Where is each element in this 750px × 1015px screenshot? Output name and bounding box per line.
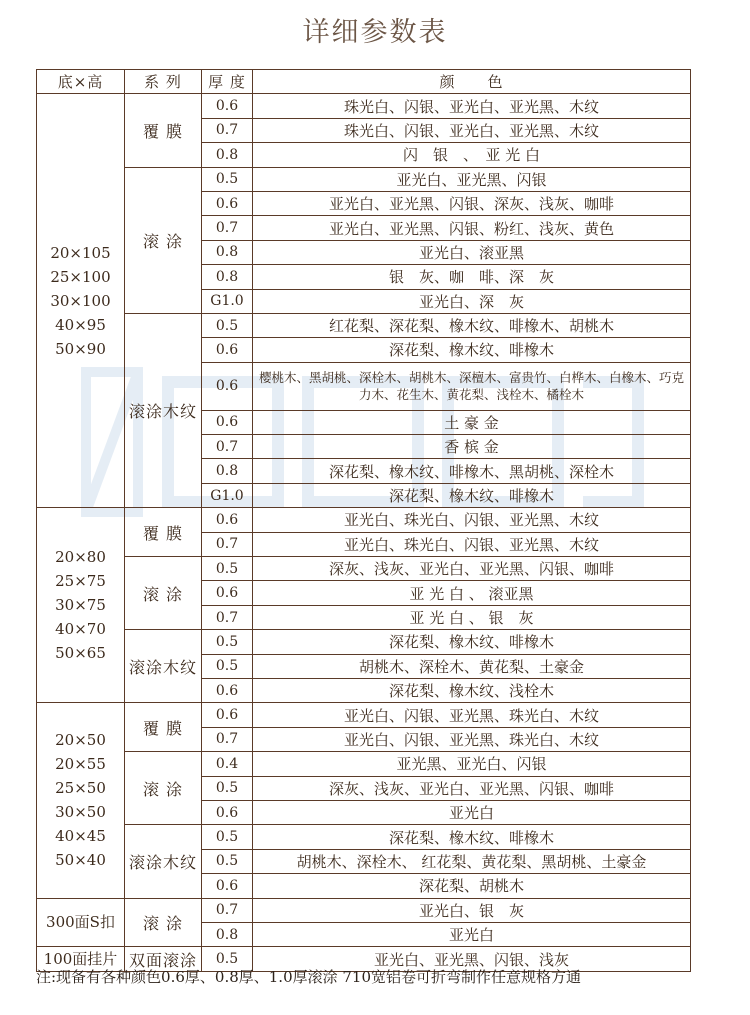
thickness-cell: 0.6: [202, 874, 253, 898]
color-cell: 深花梨、橡木纹、啡橡木、黑胡桃、深栓木: [253, 459, 691, 483]
color-cell: 银 灰、咖 啡、深 灰: [253, 265, 691, 289]
thickness-cell: 0.7: [202, 118, 253, 142]
size-cell: [37, 898, 125, 947]
color-cell: 亚光白、珠光白、闪银、亚光黑、木纹: [253, 532, 691, 556]
thickness-cell: 0.6: [202, 800, 253, 824]
size-value: 20×55: [55, 755, 106, 774]
header-size: 底×高: [37, 70, 125, 94]
thickness-cell: 0.5: [202, 654, 253, 678]
series-cell: 覆 膜: [125, 94, 202, 167]
size-value: 40×45: [55, 827, 106, 846]
color-cell: 深花梨、胡桃木: [253, 874, 691, 898]
size-value: 20×50: [55, 731, 106, 750]
thickness-cell: 0.6: [202, 94, 253, 118]
thickness-cell: 0.4: [202, 752, 253, 776]
color-cell: 亚光白、深 灰: [253, 289, 691, 313]
thickness-cell: 0.7: [202, 605, 253, 629]
color-cell: 深花梨、橡木纹、浅栓木: [253, 678, 691, 702]
color-cell: 樱桃木、黑胡桃、深栓木、胡桃木、深檀木、富贵竹、白桦木、白橡木、巧克力木、花生木、黄花梨、浅栓木、橘栓木: [253, 362, 691, 410]
color-cell: 亚光白、珠光白、闪银、亚光黑、木纹: [253, 508, 691, 532]
series-cell: 滚 涂: [125, 557, 202, 630]
table-row: [37, 752, 691, 776]
color-cell: 深花梨、橡木纹、啡橡木: [253, 825, 691, 849]
thickness-cell: 0.5: [202, 313, 253, 337]
size-value: 25×50: [55, 779, 106, 798]
thickness-cell: 0.7: [202, 727, 253, 751]
color-cell: 胡桃木、深栓木、 红花梨、黄花梨、黑胡桃、土豪金: [253, 849, 691, 873]
color-cell: 亚光白、亚光黑、闪银、粉红、浅灰、黄色: [253, 216, 691, 240]
size-value: 25×100: [50, 267, 111, 286]
color-cell: 亚光白、亚光黑、闪银、浅灰: [253, 947, 691, 972]
thickness-cell: 0.6: [202, 703, 253, 727]
thickness-cell: 0.6: [202, 581, 253, 605]
series-cell: 滚涂木纹: [125, 630, 202, 703]
series-cell: 双面滚涂: [125, 947, 202, 972]
size-value: 30×50: [55, 803, 106, 822]
table-row: [37, 898, 691, 922]
thickness-cell: 0.7: [202, 898, 253, 922]
thickness-cell: 0.5: [202, 849, 253, 873]
color-cell: 深灰、浅灰、亚光白、亚光黑、闪银、咖啡: [253, 557, 691, 581]
size-value: 50×90: [55, 339, 106, 358]
thickness-cell: 0.6: [202, 338, 253, 362]
thickness-cell: 0.6: [202, 678, 253, 702]
color-cell: 亚光白: [253, 922, 691, 946]
color-cell: 珠光白、闪银、亚光白、亚光黑、木纹: [253, 94, 691, 118]
table-row: [37, 508, 691, 532]
table-row: [37, 825, 691, 849]
size-value: 40×70: [55, 620, 106, 639]
table-row: [37, 630, 691, 654]
color-cell: 深花梨、橡木纹、啡橡木: [253, 338, 691, 362]
color-cell: 亚光白、闪银、亚光黑、珠光白、木纹: [253, 727, 691, 751]
color-cell: 红花梨、深花梨、橡木纹、啡橡木、胡桃木: [253, 313, 691, 337]
series-cell: 覆 膜: [125, 508, 202, 557]
header-color: 颜 色: [253, 70, 691, 94]
size-value: 50×40: [55, 851, 106, 870]
thickness-cell: G1.0: [202, 289, 253, 313]
thickness-cell: 0.6: [202, 362, 253, 410]
series-cell: 滚涂木纹: [125, 825, 202, 898]
table-row: [37, 94, 691, 118]
thickness-cell: 0.7: [202, 435, 253, 459]
series-cell: 滚 涂: [125, 167, 202, 313]
color-cell: 深花梨、橡木纹、啡橡木: [253, 630, 691, 654]
header-row: [37, 70, 691, 94]
color-cell: 胡桃木、深栓木、黄花梨、土豪金: [253, 654, 691, 678]
thickness-cell: 0.8: [202, 459, 253, 483]
color-cell: 香 槟 金: [253, 435, 691, 459]
color-cell: 亚光白、亚光黑、闪银、深灰、浅灰、咖啡: [253, 191, 691, 215]
series-cell: 滚涂木纹: [125, 313, 202, 507]
thickness-cell: 0.7: [202, 216, 253, 240]
color-cell: 亚光白、闪银、亚光黑、珠光白、木纹: [253, 703, 691, 727]
thickness-cell: 0.5: [202, 557, 253, 581]
color-cell: 亚光白: [253, 800, 691, 824]
color-cell: 亚光白、亚光黑、闪银: [253, 167, 691, 191]
size-value: 20×80: [55, 548, 106, 567]
series-cell: 覆 膜: [125, 703, 202, 752]
size-cell: [37, 508, 125, 703]
table-row: [37, 703, 691, 727]
table-row: [37, 167, 691, 191]
table-body: [37, 94, 691, 972]
page-title: 详细参数表: [302, 17, 448, 48]
thickness-cell: 0.5: [202, 947, 253, 972]
thickness-cell: 0.8: [202, 240, 253, 264]
thickness-cell: 0.6: [202, 410, 253, 434]
size-value: 40×95: [55, 315, 106, 334]
color-cell: 深花梨、橡木纹、啡橡木: [253, 483, 691, 507]
size-value: 300面S扣: [46, 913, 115, 932]
color-cell: 土 豪 金: [253, 410, 691, 434]
color-cell: 珠光白、闪银、亚光白、亚光黑、木纹: [253, 118, 691, 142]
thickness-cell: 0.6: [202, 191, 253, 215]
thickness-cell: 0.8: [202, 265, 253, 289]
color-cell: 亚光黑、亚光白、闪银: [253, 752, 691, 776]
thickness-cell: 0.5: [202, 776, 253, 800]
thickness-cell: 0.5: [202, 825, 253, 849]
size-cell: [37, 94, 125, 508]
color-cell: 亚光白、滚亚黑: [253, 240, 691, 264]
table-row: [37, 313, 691, 337]
color-cell: 闪 银 、 亚 光 白: [253, 143, 691, 167]
table-row: [37, 557, 691, 581]
size-value: 20×105: [50, 243, 111, 262]
footnote: 注:现备有各种颜色0.6厚、0.8厚、1.0厚滚涂 710宽铝卷可折弯制作任意规格方通: [36, 968, 582, 986]
thickness-cell: 0.7: [202, 532, 253, 556]
thickness-cell: 0.5: [202, 167, 253, 191]
header-series: 系 列: [125, 70, 202, 94]
size-value: 30×100: [50, 291, 111, 310]
header-thickness: 厚 度: [202, 70, 253, 94]
color-cell: 亚 光 白 、 滚亚黑: [253, 581, 691, 605]
thickness-cell: G1.0: [202, 483, 253, 507]
size-cell: [37, 703, 125, 898]
size-value: 30×75: [55, 596, 106, 615]
size-value: 50×65: [55, 644, 106, 663]
color-cell: 亚光白、银 灰: [253, 898, 691, 922]
thickness-cell: 0.5: [202, 630, 253, 654]
parameter-table: [36, 69, 691, 972]
thickness-cell: 0.8: [202, 922, 253, 946]
color-cell: 亚 光 白 、 银 灰: [253, 605, 691, 629]
series-cell: 滚 涂: [125, 898, 202, 947]
thickness-cell: 0.8: [202, 143, 253, 167]
size-value: 100面挂片: [43, 950, 118, 969]
color-cell: 深灰、浅灰、亚光白、亚光黑、闪银、咖啡: [253, 776, 691, 800]
series-cell: 滚 涂: [125, 752, 202, 825]
size-value: 25×75: [55, 572, 106, 591]
thickness-cell: 0.6: [202, 508, 253, 532]
